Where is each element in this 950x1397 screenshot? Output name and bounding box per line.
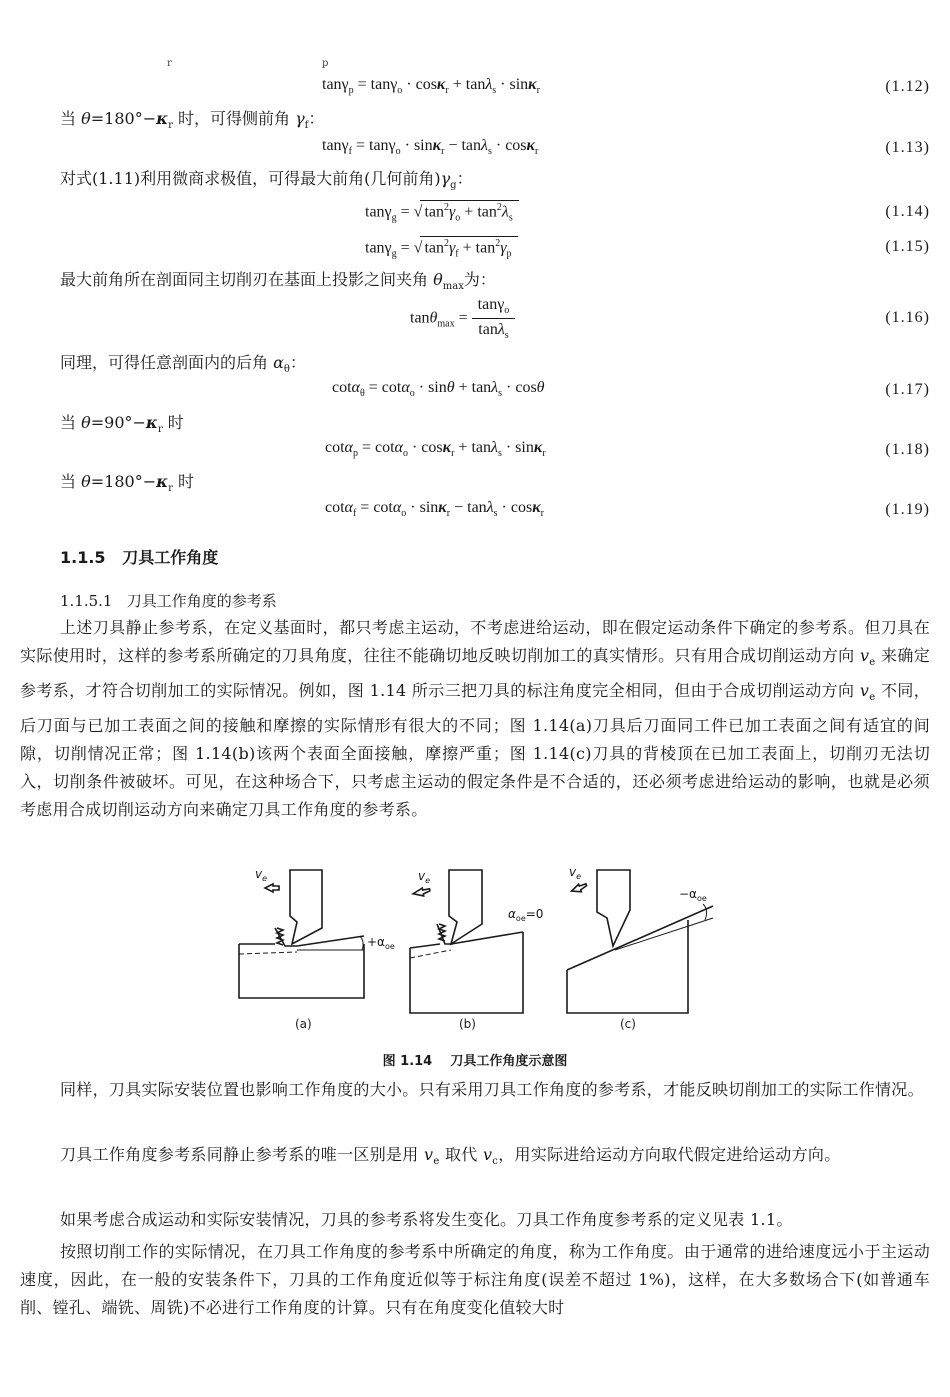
section-heading — [60, 545, 218, 568]
caption-number: 图 1.14 — [382, 1054, 433, 1069]
diagram-a — [239, 870, 364, 998]
equation-1-14: tanγ$_g$ = √ $\tan^2\gamma_o + \tan^2\lambda_s$ — [365, 200, 519, 224]
equation-number: (1.16) — [885, 309, 930, 326]
equation-number: (1.18) — [885, 441, 930, 458]
fragment-p: p — [322, 58, 329, 69]
alpha-label-c: $-\alpha_{oe}$ — [679, 887, 707, 903]
section-number: 1.1.5 — [60, 548, 106, 567]
equation-number: (1.17) — [885, 381, 930, 398]
section-title: 刀具工作角度 — [122, 548, 219, 567]
equation-number: (1.13) — [885, 139, 930, 156]
equation-1-19: cotα$_f$ = cotα$_o$ · sinκ$_r$ − tanλ$_s$ · cosκ$_r$ — [325, 499, 545, 520]
alpha-label-b: $\alpha_{oe}=0$ — [508, 907, 544, 923]
subsection-heading — [60, 590, 277, 611]
caption-title: 刀具工作角度示意图 — [450, 1054, 568, 1069]
text-line: 当 $\theta=180^\circ-\kappa_r$ 时，可得侧前角 $\gamma_f$： — [60, 109, 325, 132]
equation-1-17: cotα$_\theta$ = cotα$_o$ · sinθ + tanλ$_s$ · cosθ — [332, 379, 545, 400]
subfig-label-a: (a) — [295, 1017, 312, 1031]
text-line: 当 $\theta=90^\circ-\kappa_r$ 时 — [60, 413, 184, 436]
figure-1-14 — [225, 858, 725, 1038]
text-line: 最大前角所在剖面同主切削刃在基面上投影之间夹角 $\theta_{max}$为： — [60, 270, 496, 293]
equation-1-18: cotα$_p$ = cotα$_o$ · cosκ$_r$ + tanλ$_s$ · sinκ$_r$ — [325, 439, 546, 460]
paragraph-2: 同样，刀具实际安装位置也影响工作角度的大小。只有采用刀具工作角度的参考系，才能反映切削加工的实际工作情况。 — [60, 1080, 924, 1099]
subsection-title: 刀具工作角度的参考系 — [126, 592, 277, 610]
equation-number: (1.19) — [885, 501, 930, 518]
equation-number: (1.14) — [885, 203, 930, 220]
text-line: 对式(1.11)利用微商求极值，可得最大前角(几何前角)$\gamma_g$： — [60, 169, 473, 192]
alpha-label-a: $+\alpha_{oe}$ — [367, 935, 395, 951]
subsection-number: 1.1.5.1 — [60, 592, 113, 610]
equation-1-12: tanγ$_p$ = tanγ$_o$ · cosκ$_r$ + tanλ$_s$ · sinκ$_r$ — [322, 76, 540, 97]
subfig-label-b: (b) — [459, 1017, 476, 1031]
subfig-label-c: (c) — [620, 1017, 636, 1031]
paragraph-5: 按照切削工作的实际情况，在刀具工作角度的参考系中所确定的角度，称为工作角度。由于通常的进给速度远小于主运动速度，因此，在一般的安装条件下，刀具的工作角度近似等于标注角度(误差不超过 1%)，这样，在大多数场合下(如普通车削、镗孔、端铣、周铣)不必进行工作角度的计算。只有在角度变化值较大时 — [20, 1242, 930, 1317]
equation-1-16: tanθ$_{max}$ = $\frac{\tan\gamma_o}{\tan\lambda_s}$ — [410, 296, 515, 341]
ve-label-c: $v_e$ — [569, 865, 582, 881]
text-line: 同理，可得任意剖面内的后角 $\alpha_\theta$： — [60, 353, 306, 376]
text-line: 当 $\theta=180^\circ-\kappa_r$ 时 — [60, 472, 194, 495]
equation-1-13: tanγ$_f$ = tanγ$_o$ · sinκ$_r$ − tanλ$_s$ · cosκ$_r$ — [322, 137, 539, 158]
equation-number: (1.15) — [885, 238, 930, 255]
ve-label-b: $v_e$ — [418, 869, 431, 885]
paragraph-3: 刀具工作角度参考系同静止参考系的唯一区别是用 $v_e$ 取代 $v_c$，用实际进给运动方向取代假定进给运动方向。 — [60, 1145, 841, 1168]
ve-label-a: $v_e$ — [255, 867, 268, 883]
paragraph-1: 上述刀具静止参考系，在定义基面时，都只考虑主运动，不考虑进给运动，即在假定运动条件下确定的参考系。但刀具在实际使用时，这样的参考系所确定的刀具角度，往往不能确切地反映切削加工的真实情形。只有用合成切削运动方向 $v_e$ 来确定参考系，才符合切削加工的实际情况。例如，图 1.14 所示三把刀具的标注角度完全相同，但由于合成切削运动方向 $v_e$ 不同，后刀面与已加工表面之间的接触和摩擦的实际情形有很大的不同；图 1.14(a)刀具后刀面同工件已加工表面之间有适宜的间隙，切削情况正常；图 1.14(b)该两个表面全面接触，摩擦严重；图 1.14(c)刀具的背棱顶在已加工表面上，切削刃无法切入，切削条件被破坏。可见，在这种场合下，只考虑主运动的假定条件是不合适的，还必须考虑进给运动的影响，也就是必须考虑用合成切削运动方向来确定刀具工作角度的参考系。 — [20, 618, 931, 820]
equation-number: (1.12) — [885, 78, 930, 95]
paragraph-4: 如果考虑合成运动和实际安装情况，刀具的参考系将发生变化。刀具工作角度参考系的定义见表 1.1。 — [60, 1210, 793, 1229]
figure-caption — [0, 1050, 950, 1069]
fragment-r: r — [167, 58, 172, 69]
equation-1-15: tanγ$_g$ = √ $\tan^2\gamma_f + \tan^2\gamma_p$ — [365, 236, 518, 260]
